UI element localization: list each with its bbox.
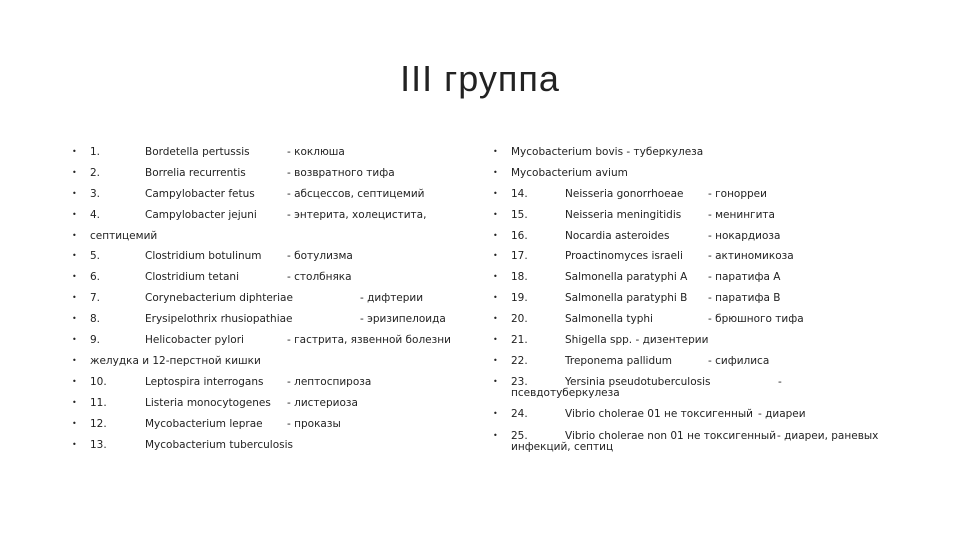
organism-name: Vibrio cholerae non 01 не токсигенный bbox=[565, 430, 777, 442]
organism-name: Vibrio cholerae 01 не токсигенный bbox=[565, 408, 753, 420]
bullet-icon: • bbox=[72, 168, 77, 177]
organism-name: Bordetella pertussis bbox=[145, 146, 250, 158]
bullet-icon: • bbox=[72, 293, 77, 302]
item-number: 7. bbox=[90, 292, 101, 304]
disease-name: - нокардиоза bbox=[708, 230, 781, 242]
bullet-icon: • bbox=[72, 251, 77, 260]
item-number: 23. bbox=[511, 376, 528, 388]
organism-line: Mycobacterium bovis - туберкулеза bbox=[511, 146, 704, 158]
item-number: 19. bbox=[511, 292, 528, 304]
organism-name: Salmonella paratyphi A bbox=[565, 271, 688, 283]
disease-name: - брюшного тифа bbox=[708, 313, 804, 325]
item-number: 17. bbox=[511, 250, 528, 262]
wrapped-text: инфекций, септиц bbox=[511, 441, 614, 453]
bullet-icon: • bbox=[493, 168, 498, 177]
item-number: 25. bbox=[511, 430, 528, 442]
item-number: 24. bbox=[511, 408, 528, 420]
item-number: 1. bbox=[90, 146, 101, 158]
organism-name: Corynebacterium diphteriae bbox=[145, 292, 293, 304]
bullet-icon: • bbox=[493, 431, 498, 440]
bullet-icon: • bbox=[72, 335, 77, 344]
bullet-icon: • bbox=[493, 356, 498, 365]
disease-name: - ботулизма bbox=[287, 250, 353, 262]
item-number: 16. bbox=[511, 230, 528, 242]
organism-name: Campylobacter fetus bbox=[145, 188, 255, 200]
organism-name: Mycobacterium tuberculosis bbox=[145, 439, 293, 451]
bullet-icon: • bbox=[493, 189, 498, 198]
disease-name: - энтерита, холецистита, bbox=[287, 209, 427, 221]
disease-name: - паратифа В bbox=[708, 292, 781, 304]
organism-name: Campylobacter jejuni bbox=[145, 209, 257, 221]
disease-name: - возвратного тифа bbox=[287, 167, 395, 179]
disease-name: - диареи, раневых bbox=[777, 430, 879, 442]
disease-name: - сифилиса bbox=[708, 355, 770, 367]
disease-name: - абсцессов, септицемий bbox=[287, 188, 425, 200]
bullet-icon: • bbox=[493, 314, 498, 323]
organism-line: Mycobacterium avium bbox=[511, 167, 628, 179]
disease-name: - проказы bbox=[287, 418, 341, 430]
disease-name: - эризипелоида bbox=[360, 313, 446, 325]
organism-name: Yersinia pseudotuberculosis bbox=[565, 376, 711, 388]
item-number: 6. bbox=[90, 271, 101, 283]
bullet-icon: • bbox=[72, 419, 77, 428]
item-number: 12. bbox=[90, 418, 107, 430]
organism-name: Salmonella paratyphi B bbox=[565, 292, 688, 304]
organism-name: Leptospira interrogans bbox=[145, 376, 264, 388]
item-number: 8. bbox=[90, 313, 101, 325]
bullet-icon: • bbox=[72, 189, 77, 198]
bullet-icon: • bbox=[72, 231, 77, 240]
organism-name: Borrelia recurrentis bbox=[145, 167, 246, 179]
organism-name: Clostridium botulinum bbox=[145, 250, 262, 262]
bullet-icon: • bbox=[493, 272, 498, 281]
item-number: 3. bbox=[90, 188, 101, 200]
disease-name: - коклюша bbox=[287, 146, 345, 158]
item-number: 5. bbox=[90, 250, 101, 262]
bullet-icon: • bbox=[72, 398, 77, 407]
item-number: 2. bbox=[90, 167, 101, 179]
bullet-icon: • bbox=[72, 272, 77, 281]
bullet-icon: • bbox=[493, 293, 498, 302]
continuation-text: желудка и 12-перстной кишки bbox=[90, 355, 261, 367]
item-number: 20. bbox=[511, 313, 528, 325]
organism-name: Neisseria gonorrhoeae bbox=[565, 188, 684, 200]
continuation-text: септицемий bbox=[90, 230, 158, 242]
organism-name: Nocardia asteroides bbox=[565, 230, 670, 242]
bullet-icon: • bbox=[493, 231, 498, 240]
bullet-icon: • bbox=[493, 210, 498, 219]
organism-name: Proactinomyces israeli bbox=[565, 250, 683, 262]
organism-name: Erysipelothrix rhusiopathiae bbox=[145, 313, 293, 325]
slide-title: III группа bbox=[400, 58, 560, 99]
organism-name: Helicobacter pylori bbox=[145, 334, 244, 346]
item-number: 4. bbox=[90, 209, 101, 221]
wrapped-text: псевдотуберкулеза bbox=[511, 387, 620, 399]
bullet-icon: • bbox=[72, 210, 77, 219]
item-number: 11. bbox=[90, 397, 107, 409]
disease-name: - bbox=[778, 376, 782, 388]
bullet-icon: • bbox=[493, 335, 498, 344]
bullet-icon: • bbox=[72, 440, 77, 449]
organism-name: Clostridium tetani bbox=[145, 271, 239, 283]
bullet-icon: • bbox=[72, 377, 77, 386]
bullet-icon: • bbox=[493, 251, 498, 260]
organism-name: Mycobacterium leprae bbox=[145, 418, 263, 430]
disease-name: - менингита bbox=[708, 209, 775, 221]
disease-name: - диареи bbox=[758, 408, 806, 420]
item-number: 9. bbox=[90, 334, 101, 346]
disease-name: - столбняка bbox=[287, 271, 352, 283]
organism-name: Listeria monocytogenes bbox=[145, 397, 271, 409]
disease-name: - гонорреи bbox=[708, 188, 767, 200]
organism-name: Treponema pallidum bbox=[565, 355, 673, 367]
item-number: 21. bbox=[511, 334, 528, 346]
item-number: 13. bbox=[90, 439, 107, 451]
disease-name: - дифтерии bbox=[360, 292, 424, 304]
disease-name: - листериоза bbox=[287, 397, 358, 409]
organism-name: Neisseria meningitidis bbox=[565, 209, 682, 221]
bullet-icon: • bbox=[72, 314, 77, 323]
organism-name: Salmonella typhi bbox=[565, 313, 653, 325]
organism-name: Shigella spp. - дизентерии bbox=[565, 334, 709, 346]
item-number: 15. bbox=[511, 209, 528, 221]
bullet-icon: • bbox=[493, 147, 498, 156]
disease-name: - паратифа А bbox=[708, 271, 781, 283]
item-number: 10. bbox=[90, 376, 107, 388]
bullet-icon: • bbox=[72, 356, 77, 365]
item-number: 22. bbox=[511, 355, 528, 367]
item-number: 14. bbox=[511, 188, 528, 200]
disease-name: - гастрита, язвенной болезни bbox=[287, 334, 451, 346]
item-number: 18. bbox=[511, 271, 528, 283]
bullet-icon: • bbox=[493, 409, 498, 418]
bullet-icon: • bbox=[72, 147, 77, 156]
disease-name: - актиномикоза bbox=[708, 250, 794, 262]
bullet-icon: • bbox=[493, 377, 498, 386]
disease-name: - лептоспироза bbox=[287, 376, 372, 388]
